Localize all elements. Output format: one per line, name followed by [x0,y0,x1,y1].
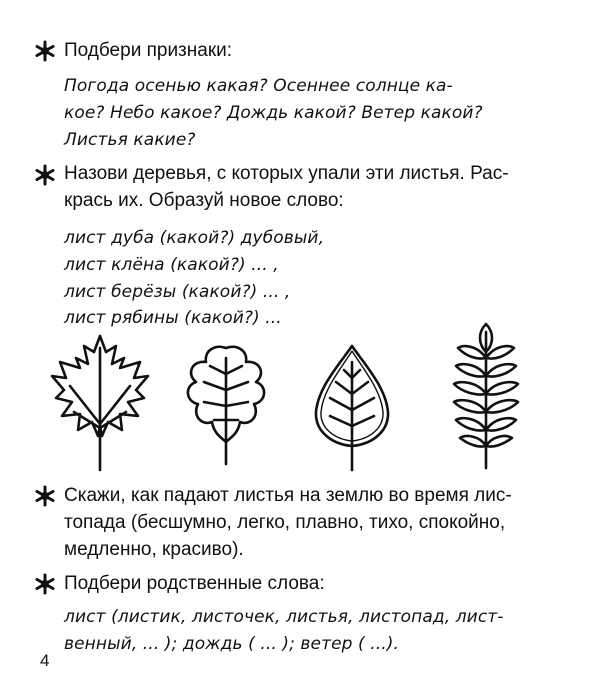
task-text-line: лист (листик, листочек, листья, листопад, лист- [64,607,504,627]
task-text-line: лист рябины (какой?) ... [64,308,282,328]
task-text-line: венный, ... ); дождь ( ... ); ветер ( ...). [64,634,400,654]
page-number: 4 [40,651,50,670]
oak-leaf-icon [188,347,264,464]
task-text-line: кое? Небо какое? Дождь какой? Ветер какой? [64,103,483,123]
task-text-line: Погода осенью какая? Осеннее солнце ка- [64,76,453,96]
task-text-line: Листья какие? [64,130,196,150]
maple-leaf-icon [52,336,148,470]
task-heading-4: Подбери родственные слова: [64,573,325,594]
rowan-leaf-icon [454,324,518,468]
task-heading-3: Скажи, как падают листья на землю во время лис- [64,485,512,506]
asterisk-bullet-icon [34,40,56,62]
task-text-line: лист дуба (какой?) дубовый, [64,228,325,248]
asterisk-bullet-icon [34,164,56,186]
task-heading-1: Подбери признаки: [64,40,233,61]
asterisk-bullet-icon [34,485,56,507]
task-text-line: лист клёна (какой?) ... , [64,255,279,275]
leaves-illustration [36,318,556,478]
task-heading-3-cont: медленно, красиво). [64,539,244,560]
task-heading-3-cont: топада (бесшумно, легко, плавно, тихо, спокойно, [64,512,506,533]
task-heading-2-cont: крась их. Образуй новое слово: [64,190,344,211]
task-heading-2: Назови деревья, с которых упали эти листья. Рас- [64,163,509,184]
birch-leaf-icon [316,346,388,470]
task-text-line: лист берёзы (какой?) ... , [64,282,291,302]
asterisk-bullet-icon [34,573,56,595]
